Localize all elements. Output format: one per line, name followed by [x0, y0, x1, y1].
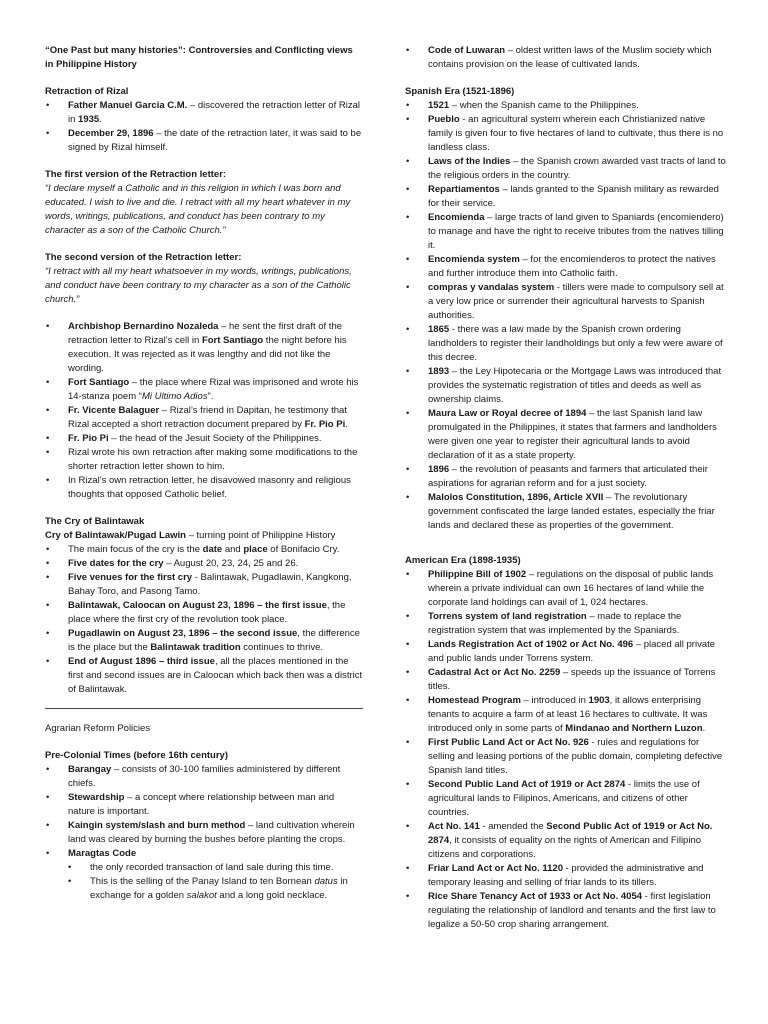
list-item: • December 29, 1896 – the date of the retraction later, it was said to be signed by Rizal himself. — [45, 127, 363, 155]
left-column — [45, 44, 363, 903]
list-item: • Kaingin system/slash and burn method – land cultivation wherein land was cleared by burning the bushes before planting the crops. — [45, 819, 363, 847]
maragtas-sublist — [45, 861, 363, 903]
list-item: • Rizal wrote his own retraction after making some modifications to the shorter retraction letter shown to him. — [45, 446, 363, 474]
list-item: • Malolos Constitution, 1896, Article XVII – The revolutionary government confiscated the large landed estates, especially the friar lands and declared these as properties of the government. — [405, 491, 727, 533]
list-item: • Code of Luwaran – oldest written laws of the Muslim society which contains provision on the lease of cultivated lands. — [405, 44, 727, 72]
list-item: • Cadastral Act or Act No. 2259 – speeds up the issuance of Torrens titles. — [405, 666, 727, 694]
list-item: • 1893 – the Ley Hipotecaria or the Mortgage Laws was introduced that provides the systematic registration of titles and deeds as well as ownership claims. — [405, 365, 727, 407]
second-version-heading: The second version of the Retraction letter: — [45, 252, 242, 263]
section-heading-agrarian: Agrarian Reform Policies — [45, 723, 151, 734]
american-list — [405, 568, 727, 932]
list-item: • Balintawak, Caloocan on August 23, 1896 – the first issue, the place where the first cry of the revolution took place. — [45, 599, 363, 627]
section-heading-american: American Era (1898-1935) — [405, 555, 521, 566]
right-column — [405, 44, 727, 932]
list-item: • Five dates for the cry – August 20, 23, 24, 25 and 26. — [45, 557, 363, 571]
retraction-people-list — [45, 320, 363, 502]
list-item: • End of August 1896 – third issue, all the places mentioned in the first and second issues are in Caloocan which back then was a district of Balintawak. — [45, 655, 363, 697]
list-item: • The main focus of the cry is the date and place of Bonifacio Cry. — [45, 543, 363, 557]
list-item: • This is the selling of the Panay Island to ten Bornean datus in exchange for a golden salakot and a long gold necklace. — [45, 875, 363, 903]
list-item: • Fort Santiago – the place where Rizal was imprisoned and wrote his 14-stanza poem “Mi Ultimo Adios”. — [45, 376, 363, 404]
first-version-quote: “I declare myself a Catholic and in this religion in which I was born and educated. I wish to live and die. I retract with all my heart whatever in my words, writings, publications, and conduct has been contrary to my character as a son of the Catholic Church.” — [45, 183, 351, 236]
list-item: • 1865 - there was a law made by the Spanish crown ordering landholders to register their landholdings but only a few were aware of this decree. — [405, 323, 727, 365]
section-heading-cry: The Cry of Balintawak — [45, 516, 145, 527]
list-item: • Encomienda system – for the encomienderos to protect the natives and further introduce them into Catholic faith. — [405, 253, 727, 281]
precolonial-heading: Pre-Colonial Times (before 16th century) — [45, 750, 229, 761]
spanish-list — [405, 99, 727, 533]
list-item: • First Public Land Act or Act No. 926 - rules and regulations for selling and leasing portions of the public domain, completing defective Spanish land titles. — [405, 736, 727, 778]
list-item: • Maura Law or Royal decree of 1894 – the last Spanish land law promulgated in the Philippines, it states that farmers and landholders were given one year to register their agricultural lands to avoid declaration of it as a state property. — [405, 407, 727, 463]
list-item: • Rice Share Tenancy Act of 1933 or Act No. 4054 - first legislation regulating the relationship of landlord and tenants and the first law to legalize a 50-50 crop sharing arrangement. — [405, 890, 727, 932]
list-item: • Stewardship – a concept where relationship between man and nature is important. — [45, 791, 363, 819]
list-item: • Friar Land Act or Act No. 1120 - provided the administrative and temporary leasing and selling of friar lands to its tillers. — [405, 862, 727, 890]
list-item: • Maragtas Code — [45, 847, 363, 861]
list-item: • Pueblo - an agricultural system wherein each Christianized native family is given four to five hectares of land to cultivate, thus there is no landless class. — [405, 113, 727, 155]
retraction-list — [45, 99, 363, 155]
luwaran-list — [405, 44, 727, 72]
cry-list — [45, 543, 363, 697]
precolonial-list — [45, 763, 363, 861]
second-version-quote: “I retract with all my heart whatsoever in my words, writings, publications, and conduct have been contrary to my character as a son of the Catholic church.” — [45, 266, 352, 305]
list-item: • Encomienda – large tracts of land given to Spaniards (encomiendero) to manage and have the right to receive tributes from the natives tilling it. — [405, 211, 727, 253]
list-item: • the only recorded transaction of land sale during this time. — [45, 861, 363, 875]
list-item: • In Rizal’s own retraction letter, he disavowed masonry and religious thoughts that opposed Catholic belief. — [45, 474, 363, 502]
list-item: • 1521 – when the Spanish came to the Philippines. — [405, 99, 727, 113]
section-heading-spanish: Spanish Era (1521-1896) — [405, 86, 515, 97]
list-item: • 1896 – the revolution of peasants and farmers that articulated their aspirations for agrarian reform and for a just society. — [405, 463, 727, 491]
list-item: • Second Public Land Act of 1919 or Act 2874 - limits the use of agricultural lands to Filipinos, Americans, and citizens of other countries. — [405, 778, 727, 820]
list-item: • Fr. Vicente Balaguer – Rizal’s friend in Dapitan, he testimony that Rizal accepted a short retraction document prepared by Fr. Pio Pi. — [45, 404, 363, 432]
list-item: • Fr. Pio Pi – the head of the Jesuit Society of the Philippines. — [45, 432, 363, 446]
list-item: • Father Manuel Garcia C.M. – discovered the retraction letter of Rizal in 1935. — [45, 99, 363, 127]
list-item: • Pugadlawin on August 23, 1896 – the second issue, the difference is the place but the Balintawak tradition continues to thrive. — [45, 627, 363, 655]
document-title: “One Past but many histories”: Controversies and Conflicting views in Philippine History — [45, 45, 353, 70]
list-item: • Archbishop Bernardino Nozaleda – he sent the first draft of the retraction letter to Rizal’s cell in Fort Santiago the night before his execution. It was rejected as it was lengthy and did not like the wording. — [45, 320, 363, 376]
list-item: • Homestead Program – introduced in 1903, it allows enterprising tenants to acquire a farm of at least 16 hectares to cultivate. It was introduced only in some parts of Mindanao and Northern Luzon. — [405, 694, 727, 736]
list-item: • Torrens system of land registration – made to replace the registration system that was implemented by the Spaniards. — [405, 610, 727, 638]
cry-subheading: Cry of Balintawak/Pugad Lawin – turning point of Philippine History — [45, 530, 336, 541]
list-item: • Repartiamentos – lands granted to the Spanish military as rewarded for their service. — [405, 183, 727, 211]
list-item: • Act No. 141 - amended the Second Public Act of 1919 or Act No. 2874, it consists of equality on the rights of American and Filipino citizens and corporations. — [405, 820, 727, 862]
list-item: • Barangay – consists of 30-100 families administered by different chiefs. — [45, 763, 363, 791]
section-heading-retraction: Retraction of Rizal — [45, 86, 129, 97]
list-item: • Laws of the Indies – the Spanish crown awarded vast tracts of land to the religious orders in the country. — [405, 155, 727, 183]
list-item: • Five venues for the first cry - Balintawak, Pugadlawin, Kangkong, Bahay Toro, and Pasong Tamo. — [45, 571, 363, 599]
list-item: • compras y vandalas system - tillers were made to compulsory sell at a very low price or surrender their agricultural harvests to Spanish authorities. — [405, 281, 727, 323]
first-version-heading: The first version of the Retraction letter: — [45, 169, 227, 180]
list-item: • Lands Registration Act of 1902 or Act No. 496 – placed all private and public lands under Torrens system. — [405, 638, 727, 666]
list-item: • Philippine Bill of 1902 – regulations on the disposal of public lands wherein a private individual can own 16 hectares of land while the corporate land holdings can avail of 1, 024 hectares. — [405, 568, 727, 610]
